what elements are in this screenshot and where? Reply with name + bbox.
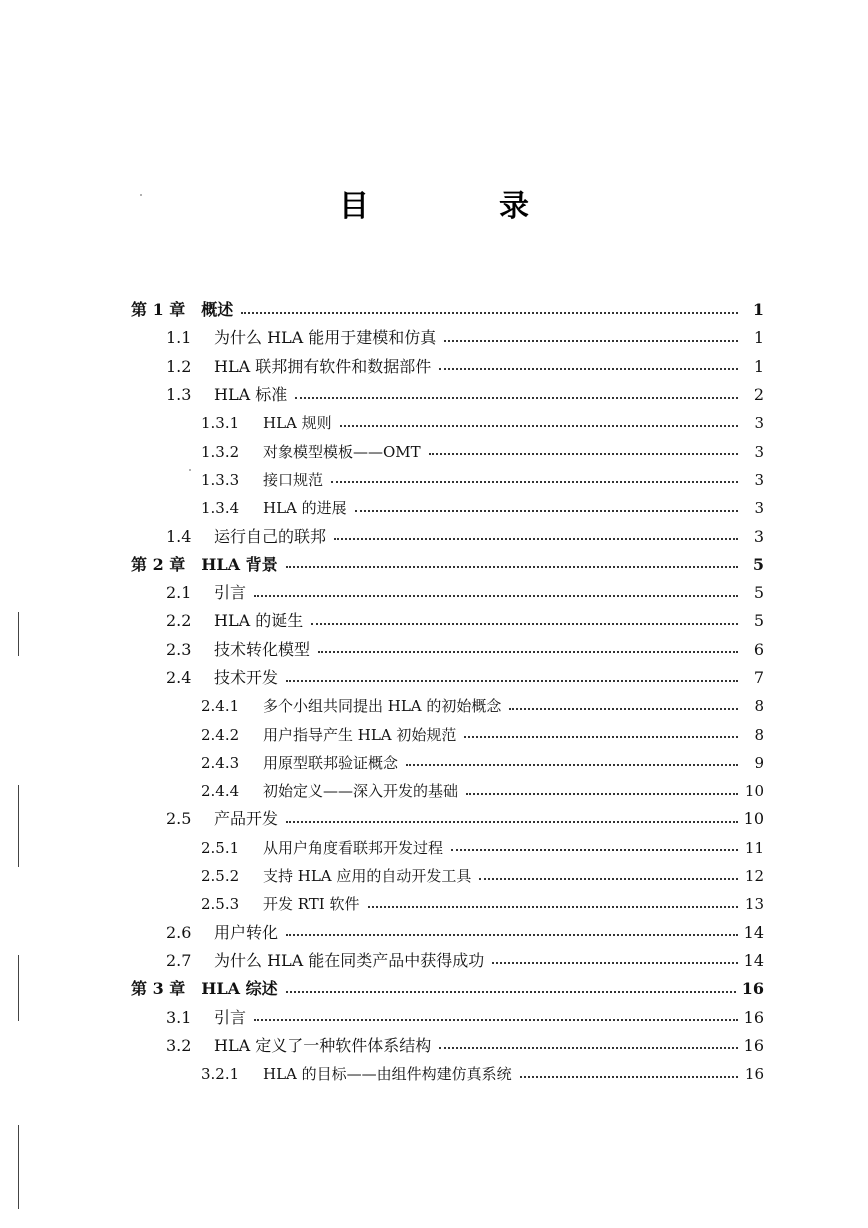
toc-entry-page: 16 xyxy=(744,1065,764,1084)
toc-entry-title: 用户转化 xyxy=(214,922,279,942)
toc-entry-page: 16 xyxy=(741,979,764,999)
toc-entry-page: 9 xyxy=(754,753,764,772)
scan-edge-mark xyxy=(18,612,19,656)
dot-leader xyxy=(286,679,738,682)
dot-leader xyxy=(286,990,736,993)
toc-entry[interactable] xyxy=(0,834,764,862)
toc-entry-page: 3 xyxy=(754,442,764,461)
toc-entry-title: 技术转化模型 xyxy=(214,639,311,659)
toc-entry-title: 引言 xyxy=(214,583,247,603)
toc-entry-title: 为什么 HLA 能在同类产品中获得成功 xyxy=(214,950,485,970)
dot-leader xyxy=(355,509,738,512)
toc-entry-page: 13 xyxy=(744,895,764,914)
toc-entry-number: 1.3.2 xyxy=(201,442,240,461)
toc-entry-page: 12 xyxy=(744,867,764,886)
dot-leader xyxy=(439,1046,737,1049)
toc-entry-title: 引言 xyxy=(214,1007,247,1027)
toc-entry[interactable] xyxy=(0,296,764,324)
dot-leader xyxy=(492,961,737,964)
toc-entry-title: HLA 综述 xyxy=(201,979,278,999)
toc-entry-page: 8 xyxy=(754,697,764,716)
dot-leader xyxy=(429,452,738,455)
toc-entry-page: 1 xyxy=(752,300,764,320)
toc-entry-number: 2.4 xyxy=(166,668,192,687)
toc-entry[interactable] xyxy=(0,692,764,720)
toc-entry-title: 概述 xyxy=(201,300,234,320)
toc-entry-page: 1 xyxy=(753,356,764,376)
toc-entry[interactable] xyxy=(0,607,764,635)
toc-entry-title: 用原型联邦验证概念 xyxy=(263,753,399,772)
toc-entry-title: HLA 联邦拥有软件和数据部件 xyxy=(214,356,432,376)
toc-entry-title: 初始定义——深入开发的基础 xyxy=(263,782,459,801)
toc-entry-page: 14 xyxy=(743,922,764,942)
dot-leader xyxy=(311,622,738,625)
dot-leader xyxy=(520,1075,738,1078)
toc-entry-number: 2.4.1 xyxy=(201,697,240,716)
toc-entry-number: 1.3.4 xyxy=(201,499,240,518)
toc-entry-number: 1.4 xyxy=(166,526,192,546)
dot-leader xyxy=(479,877,738,880)
toc-entry-page: 5 xyxy=(753,611,764,631)
toc-entry-number: 2.3 xyxy=(166,639,192,659)
toc-entry[interactable] xyxy=(0,862,764,890)
dot-leader xyxy=(254,1018,738,1021)
toc-entry-number: 第 2 章 xyxy=(131,554,186,574)
toc-entry-page: 11 xyxy=(744,838,764,857)
toc-entry-title: HLA 的目标——由组件构建仿真系统 xyxy=(263,1065,512,1084)
dot-leader xyxy=(254,594,738,597)
toc-entry[interactable] xyxy=(0,466,764,494)
toc-entry-number: 2.6 xyxy=(166,922,192,942)
toc-entry-page: 16 xyxy=(743,1007,764,1027)
toc-entry-number: 2.5.3 xyxy=(201,895,240,914)
dot-leader xyxy=(509,707,738,710)
toc-entry-number: 2.4.2 xyxy=(201,725,240,744)
table-of-contents xyxy=(0,296,868,1088)
toc-entry[interactable] xyxy=(0,522,764,550)
toc-entry-title: 对象模型模板——OMT xyxy=(263,442,421,461)
toc-entry-number: 2.2 xyxy=(166,611,192,631)
toc-entry-number: 第 3 章 xyxy=(131,979,186,999)
toc-entry-number: 1.1 xyxy=(166,328,192,348)
toc-entry-title: HLA 定义了一种软件体系结构 xyxy=(214,1035,432,1055)
toc-entry-page: 10 xyxy=(743,809,764,829)
toc-entry-page: 14 xyxy=(743,950,764,970)
toc-entry-page: 5 xyxy=(753,583,764,603)
toc-entry[interactable] xyxy=(0,636,764,664)
toc-entry-title: HLA 的诞生 xyxy=(214,611,304,631)
toc-entry[interactable] xyxy=(0,579,764,607)
toc-entry-page: 10 xyxy=(744,782,764,801)
toc-entry-number: 2.5.2 xyxy=(201,867,240,886)
toc-entry[interactable] xyxy=(0,437,764,465)
dot-leader xyxy=(439,367,738,370)
toc-entry-page: 3 xyxy=(753,526,764,546)
toc-entry[interactable] xyxy=(0,551,764,579)
dot-leader xyxy=(368,905,739,908)
scan-dust-mark xyxy=(189,469,191,471)
toc-entry-page: 16 xyxy=(743,1035,764,1055)
toc-entry-page: 1 xyxy=(753,328,764,348)
dot-leader xyxy=(241,311,738,314)
toc-entry[interactable] xyxy=(0,805,764,833)
toc-entry-number: 第 1 章 xyxy=(131,300,186,320)
dot-leader xyxy=(406,763,738,766)
toc-entry-number: 1.2 xyxy=(166,356,192,376)
toc-entry[interactable] xyxy=(0,324,764,352)
toc-entry-title: 运行自己的联邦 xyxy=(214,526,327,546)
toc-entry-title: 从用户角度看联邦开发过程 xyxy=(263,838,444,857)
toc-entry[interactable] xyxy=(0,720,764,748)
dot-leader xyxy=(331,480,738,483)
toc-entry-title: 用户指导产生 HLA 初始规范 xyxy=(263,725,457,744)
toc-entry[interactable] xyxy=(0,409,764,437)
toc-entry-title: HLA 的进展 xyxy=(263,499,347,518)
toc-entry[interactable] xyxy=(0,381,764,409)
dot-leader xyxy=(464,735,738,738)
toc-entry[interactable] xyxy=(0,975,764,1003)
toc-entry-number: 3.2 xyxy=(166,1035,192,1055)
toc-entry[interactable] xyxy=(0,919,764,947)
dot-leader xyxy=(286,565,738,568)
toc-entry[interactable] xyxy=(0,494,764,522)
scan-edge-mark xyxy=(18,955,19,1021)
toc-entry-number: 2.7 xyxy=(166,950,192,970)
toc-entry[interactable] xyxy=(0,890,764,918)
toc-entry-title: 接口规范 xyxy=(263,470,324,489)
toc-entry[interactable] xyxy=(0,777,764,805)
toc-entry[interactable] xyxy=(0,1003,764,1031)
toc-entry-number: 3.1 xyxy=(166,1007,192,1027)
page-title: 目 录 xyxy=(339,189,579,224)
dot-leader xyxy=(444,339,738,342)
dot-leader xyxy=(451,848,738,851)
toc-entry[interactable] xyxy=(0,664,764,692)
dot-leader xyxy=(466,792,738,795)
toc-entry-number: 1.3.1 xyxy=(201,414,240,433)
toc-entry[interactable] xyxy=(0,749,764,777)
dot-leader xyxy=(340,424,738,427)
toc-entry-number: 1.3.3 xyxy=(201,470,240,489)
scan-edge-mark xyxy=(18,785,19,867)
toc-entry-title: HLA 标准 xyxy=(214,385,288,405)
scan-dust-mark xyxy=(140,194,142,196)
toc-entry-page: 7 xyxy=(753,668,764,687)
toc-entry-title: HLA 规则 xyxy=(263,414,332,433)
toc-entry-number: 2.5 xyxy=(166,809,192,829)
toc-entry-page: 3 xyxy=(754,499,764,518)
toc-entry-title: 支持 HLA 应用的自动开发工具 xyxy=(263,867,472,886)
toc-entry-title: 多个小组共同提出 HLA 的初始概念 xyxy=(263,697,502,716)
toc-entry-number: 1.3 xyxy=(166,385,192,405)
toc-entry[interactable] xyxy=(0,1032,764,1060)
dot-leader xyxy=(286,933,738,936)
dot-leader xyxy=(286,820,738,823)
toc-entry-number: 2.4.4 xyxy=(201,782,240,801)
toc-entry-page: 8 xyxy=(754,725,764,744)
toc-entry-page: 5 xyxy=(752,554,764,574)
toc-entry-page: 6 xyxy=(753,639,764,659)
dot-leader xyxy=(295,396,738,399)
toc-entry-page: 3 xyxy=(754,414,764,433)
toc-entry-page: 3 xyxy=(754,470,764,489)
toc-entry-title: 开发 RTI 软件 xyxy=(263,895,360,914)
toc-entry-page: 2 xyxy=(753,385,764,405)
dot-leader xyxy=(334,537,738,540)
toc-entry[interactable] xyxy=(0,1060,764,1088)
toc-entry[interactable] xyxy=(0,947,764,975)
toc-entry-number: 2.5.1 xyxy=(201,838,240,857)
toc-entry-title: 产品开发 xyxy=(214,809,279,829)
toc-entry-title: 技术开发 xyxy=(214,668,279,687)
toc-entry-number: 2.4.3 xyxy=(201,753,240,772)
toc-entry-title: 为什么 HLA 能用于建模和仿真 xyxy=(214,328,437,348)
toc-entry-number: 3.2.1 xyxy=(201,1065,240,1084)
toc-entry-title: HLA 背景 xyxy=(201,554,278,574)
toc-entry-number: 2.1 xyxy=(166,583,192,603)
scan-edge-mark xyxy=(18,1125,19,1209)
toc-entry[interactable] xyxy=(0,353,764,381)
dot-leader xyxy=(318,650,738,653)
